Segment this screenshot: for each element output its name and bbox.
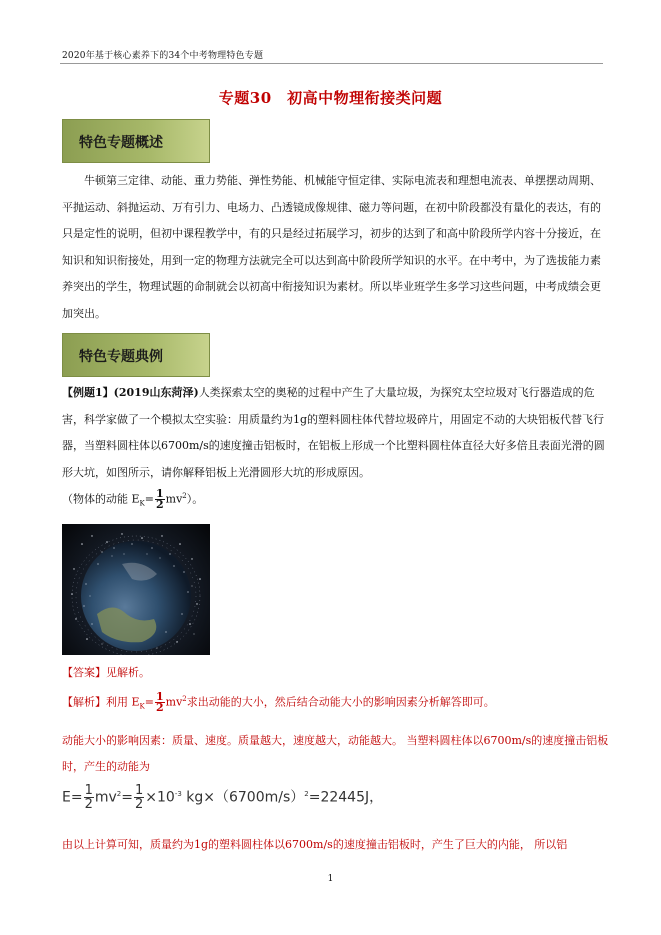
kinetic-energy-calculation [62,784,383,811]
example-text: 人类探索太空的奥秘的过程中产生了大量垃圾，为探究太空垃圾对飞行器造成的危害，科学家做了一个模拟太空实验：用质量约为1g的塑料圆柱体代替垃圾碎片，用固定不动的大块铝板代替飞行器，当塑料圆柱体以6700m/s的速度撞击铝板时，在铝板上形成一个比塑料圆柱体直径大好多倍且表面光滑的圆形大坑，如图所示，请你解释铝板上光滑圆形大坑的形成原因。 [62,386,605,479]
note-prefix: （物体的动能 E [62,492,140,506]
fraction-numerator: 1 [135,783,144,798]
note-superscript: 2 [182,491,187,500]
analysis-prefix: 【解析】利用 E [62,695,140,709]
note-mv: mv [165,492,183,506]
section-banner-label: 特色专题典例 [79,349,163,365]
fraction-numerator: 1 [155,690,164,703]
formula-superscript: 2 [304,789,309,798]
header-divider [60,63,603,64]
example-label: 【例题1】(2019山东菏泽) [62,386,199,399]
fraction [84,784,94,811]
kinetic-energy-note [62,489,203,510]
formula-exponent: -3 [174,789,182,798]
fraction [134,784,144,811]
fraction-denominator: 2 [135,797,144,812]
overview-paragraph: 牛顿第三定律、动能、重力势能、弹性势能、机械能守恒定律、实际电流表和理想电流表、单摆摆动周期、平抛运动、斜抛运动、万有引力、电场力、凸透镜成像规律、磁力等问题，在初中阶段都没有量化的表达，有的只是定性的说明，但初中课程教学中，有的只是经过拓展学习，初步的达到了和高中阶段所学内容十分接近，在知识和知识衔接处，用到一定的物理方法就完全可以达到高中阶段所学知识的水平。在中考中，为了选拔能力素养突出的学生，物理试题的命制就会以初高中衔接知识为素材。所以毕业班学生多学习这些问题，中考成绩会更加突出。 [62,174,601,320]
formula-mv: mv [94,789,117,806]
note-equals: = [144,492,154,506]
fraction-denominator: 2 [155,701,164,714]
answer-line: 【答案】见解析。 [62,666,150,679]
kinetic-energy-factors-paragraph: 动能大小的影响因素：质量、速度。质量越大，速度越大，动能越大。 当塑料圆柱体以6700m/s的速度撞击铝板时，产生的动能为 [62,734,609,773]
space-debris-earth-photo [62,524,210,655]
fraction [155,692,165,713]
page-header: 2020年基于核心素养下的34个中考物理特色专题 [62,51,264,61]
fraction-denominator: 2 [84,797,93,812]
formula-result: =22445J， [308,789,384,806]
note-suffix: ）。 [186,492,204,506]
earth-debris-illustration [62,524,210,655]
formula-superscript: 2 [116,789,122,798]
analysis-line [62,692,610,713]
page-number: 1 [327,874,334,884]
section-banner-overview [62,119,210,163]
analysis-superscript: 2 [182,694,187,703]
note-subscript: K [139,499,145,508]
fraction-denominator: 2 [155,498,164,511]
formula-part: kg×（6700m/s） [181,789,305,806]
formula-equals: = [121,789,133,806]
example-paragraph [62,380,610,486]
formula-e: E= [62,789,83,806]
fraction-numerator: 1 [84,783,93,798]
section-banner-label: 特色专题概述 [79,135,163,151]
document-title: 专题30 初高中物理衔接类问题 [218,89,443,107]
analysis-subscript: K [139,702,145,711]
analysis-mv: mv [165,695,183,709]
fraction-numerator: 1 [155,487,164,500]
analysis-equals: = [144,695,154,709]
formula-part: ×10 [145,789,175,806]
conclusion-line: 由以上计算可知，质量约为1g的塑料圆柱体以6700m/s的速度撞击铝板时，产生了巨大的内能， 所以铝 [62,838,568,851]
fraction [155,489,165,510]
section-banner-examples [62,333,210,377]
analysis-suffix: 求出动能的大小，然后结合动能大小的影响因素分析解答即可。 [186,695,495,709]
